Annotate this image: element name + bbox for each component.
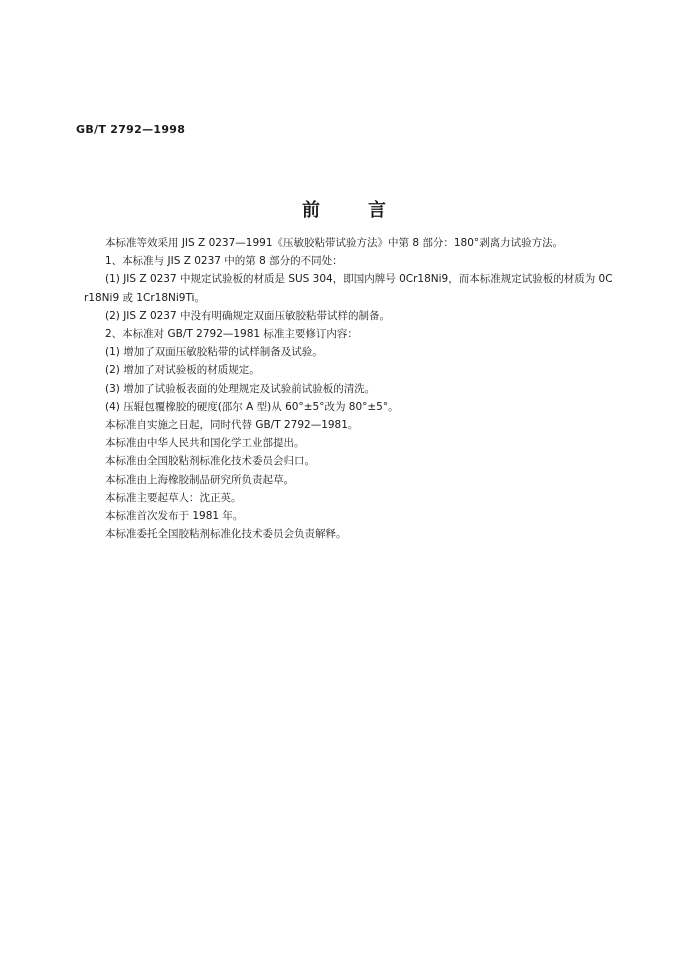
paragraph-difference-2: (2) JIS Z 0237 中没有明确规定双面压敏胶粘带试样的制备。	[105, 309, 390, 322]
title-char-1: 前	[302, 200, 320, 221]
paragraph-revision-2: (2) 增加了对试验板的材质规定。	[105, 364, 260, 377]
paragraph-revision-4: (4) 压辊包覆橡胶的硬度(邵尔 A 型)从 60°±5°改为 80°±5°。	[105, 400, 399, 413]
paragraph-proposer: 本标准由中华人民共和国化学工业部提出。	[105, 437, 305, 450]
paragraph-replacement: 本标准自实施之日起，同时代替 GB/T 2792—1981。	[105, 419, 359, 432]
paragraph-interpretation: 本标准委托全国胶粘剂标准化技术委员会负责解释。	[105, 528, 347, 541]
title-char-2: 言	[368, 200, 386, 221]
paragraph-drafter-org: 本标准由上海橡胶制品研究所负责起草。	[105, 473, 294, 486]
paragraph-revisions-heading: 2、本标准对 GB/T 2792—1981 标准主要修订内容：	[105, 328, 358, 341]
paragraph-difference-1: (1) JIS Z 0237 中规定试验板的材质是 SUS 304，即国内牌号 0Cr18Ni9，而本标准规定试验板的材质为 0Cr18Ni9 或 1Cr18Ni9Ti。	[84, 273, 613, 304]
paragraph-differences-heading: 1、本标准与 JIS Z 0237 中的第 8 部分的不同处：	[105, 255, 343, 268]
paragraph-drafter-person: 本标准主要起草人：沈正英。	[105, 491, 242, 504]
standard-code-header: GB/T 2792—1998	[76, 123, 186, 136]
paragraph-first-issue: 本标准首次发布于 1981 年。	[105, 510, 244, 523]
paragraph-centralized: 本标准由全国胶粘剂标准化技术委员会归口。	[105, 455, 315, 468]
paragraph-revision-3: (3) 增加了试验板表面的处理规定及试验前试验板的清洗。	[105, 382, 376, 395]
foreword-body	[84, 234, 624, 543]
section-title	[0, 196, 688, 222]
paragraph-equivalence: 本标准等效采用 JIS Z 0237—1991《压敏胶粘带试验方法》中第 8 部分：180°剥离力试验方法。	[105, 237, 564, 249]
paragraph-revision-1: (1) 增加了双面压敏胶粘带的试样制备及试验。	[105, 346, 323, 359]
